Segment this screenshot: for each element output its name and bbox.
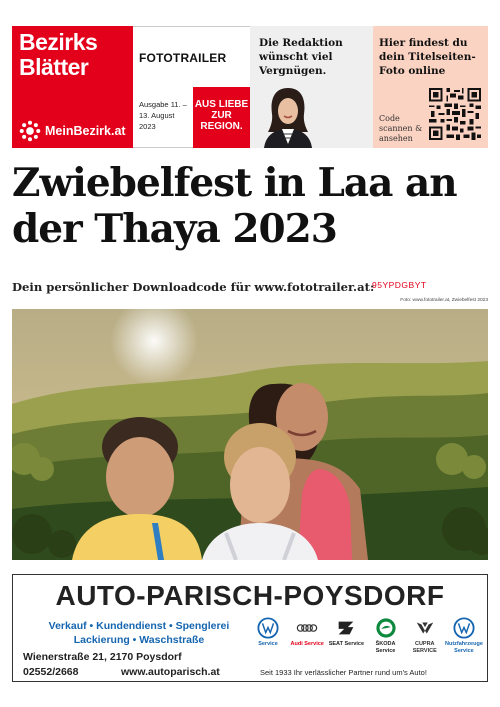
brand-vw-label: Service [258,641,278,647]
meinbezirk-logo-icon [19,120,41,142]
vw-logo-icon [257,617,279,639]
download-code: 95YPDGBYT [372,280,427,290]
ad-services [23,619,255,647]
fototrailer-box [133,26,250,148]
cover-photo-image [12,309,488,560]
cover-box [373,26,488,148]
brand-seat [328,617,364,661]
ad-website-link[interactable]: www.autoparisch.at [121,666,220,678]
issue-date: Ausgabe 11. – 13. August 2023 [139,100,187,131]
seat-logo-icon [335,617,357,639]
photo-credit: Foto: www.fototrailer.at, Zwiebelfest 2023 [400,298,488,303]
qr-code-icon[interactable] [427,86,483,142]
brand-vw-commercial [446,617,482,661]
download-text: Dein persönlicher Downloadcode für www.fototrailer.at: [12,280,375,294]
brand-seat-label: SEAT Service [328,641,365,647]
bezirksblaetter-logo[interactable] [12,26,133,148]
ad-auto-parisch[interactable] [12,574,488,682]
ad-services-line-1: Verkauf • Kundendienst • Spenglerei [48,620,230,632]
ad-services-line-2: Lackierung • Waschstraße [73,634,205,646]
brand-site-label: MeinBezirk.at [45,124,126,138]
cover-message: Hier findest du dein Titelseiten-Foto online [379,37,476,77]
skoda-logo-icon [375,617,397,639]
editor-box [250,26,373,148]
vw-commercial-logo-icon [453,617,475,639]
scan-hint: Code scannen & ansehen [379,114,423,143]
ad-slogan: Seit 1933 Ihr verlässlicher Partner rund um's Auto! [260,668,427,677]
ad-company-name: AUTO-PARISCH-POYSDORF [55,580,445,611]
cupra-logo-icon [414,617,436,639]
brand-skoda [368,617,404,661]
brand-vw [250,617,286,661]
cover-photo [12,309,488,560]
ad-phone[interactable]: 02552/2668 [23,666,79,678]
masthead [12,26,488,148]
ad-address: Wienerstraße 21, 2170 Poysdorf [23,651,182,663]
brand-vw-commercial-label: Nutzfahrzeuge Service [445,641,483,654]
ad-brand-logos [250,617,482,661]
editor-message: Die Redaktion wünscht viel Vergnügen. [259,37,343,77]
brand-site[interactable] [19,120,126,142]
editor-portrait-icon [258,84,318,148]
brand-cupra-label: CUPRA SERVICE [412,641,437,654]
headline: Zwiebelfest in Laa an der Thaya 2023 [12,160,457,252]
audi-logo-icon [296,617,318,639]
brand-name: Bezirks Blätter [19,29,98,80]
section-label: FOTOTRAILER [139,51,227,65]
brand-skoda-label: ŠKODA Service [375,641,396,654]
brand-audi-label: Audi Service [290,641,324,647]
region-tagline: AUS LIEBE ZUR REGION. [193,87,250,148]
brand-cupra [407,617,443,661]
brand-audi [289,617,325,661]
